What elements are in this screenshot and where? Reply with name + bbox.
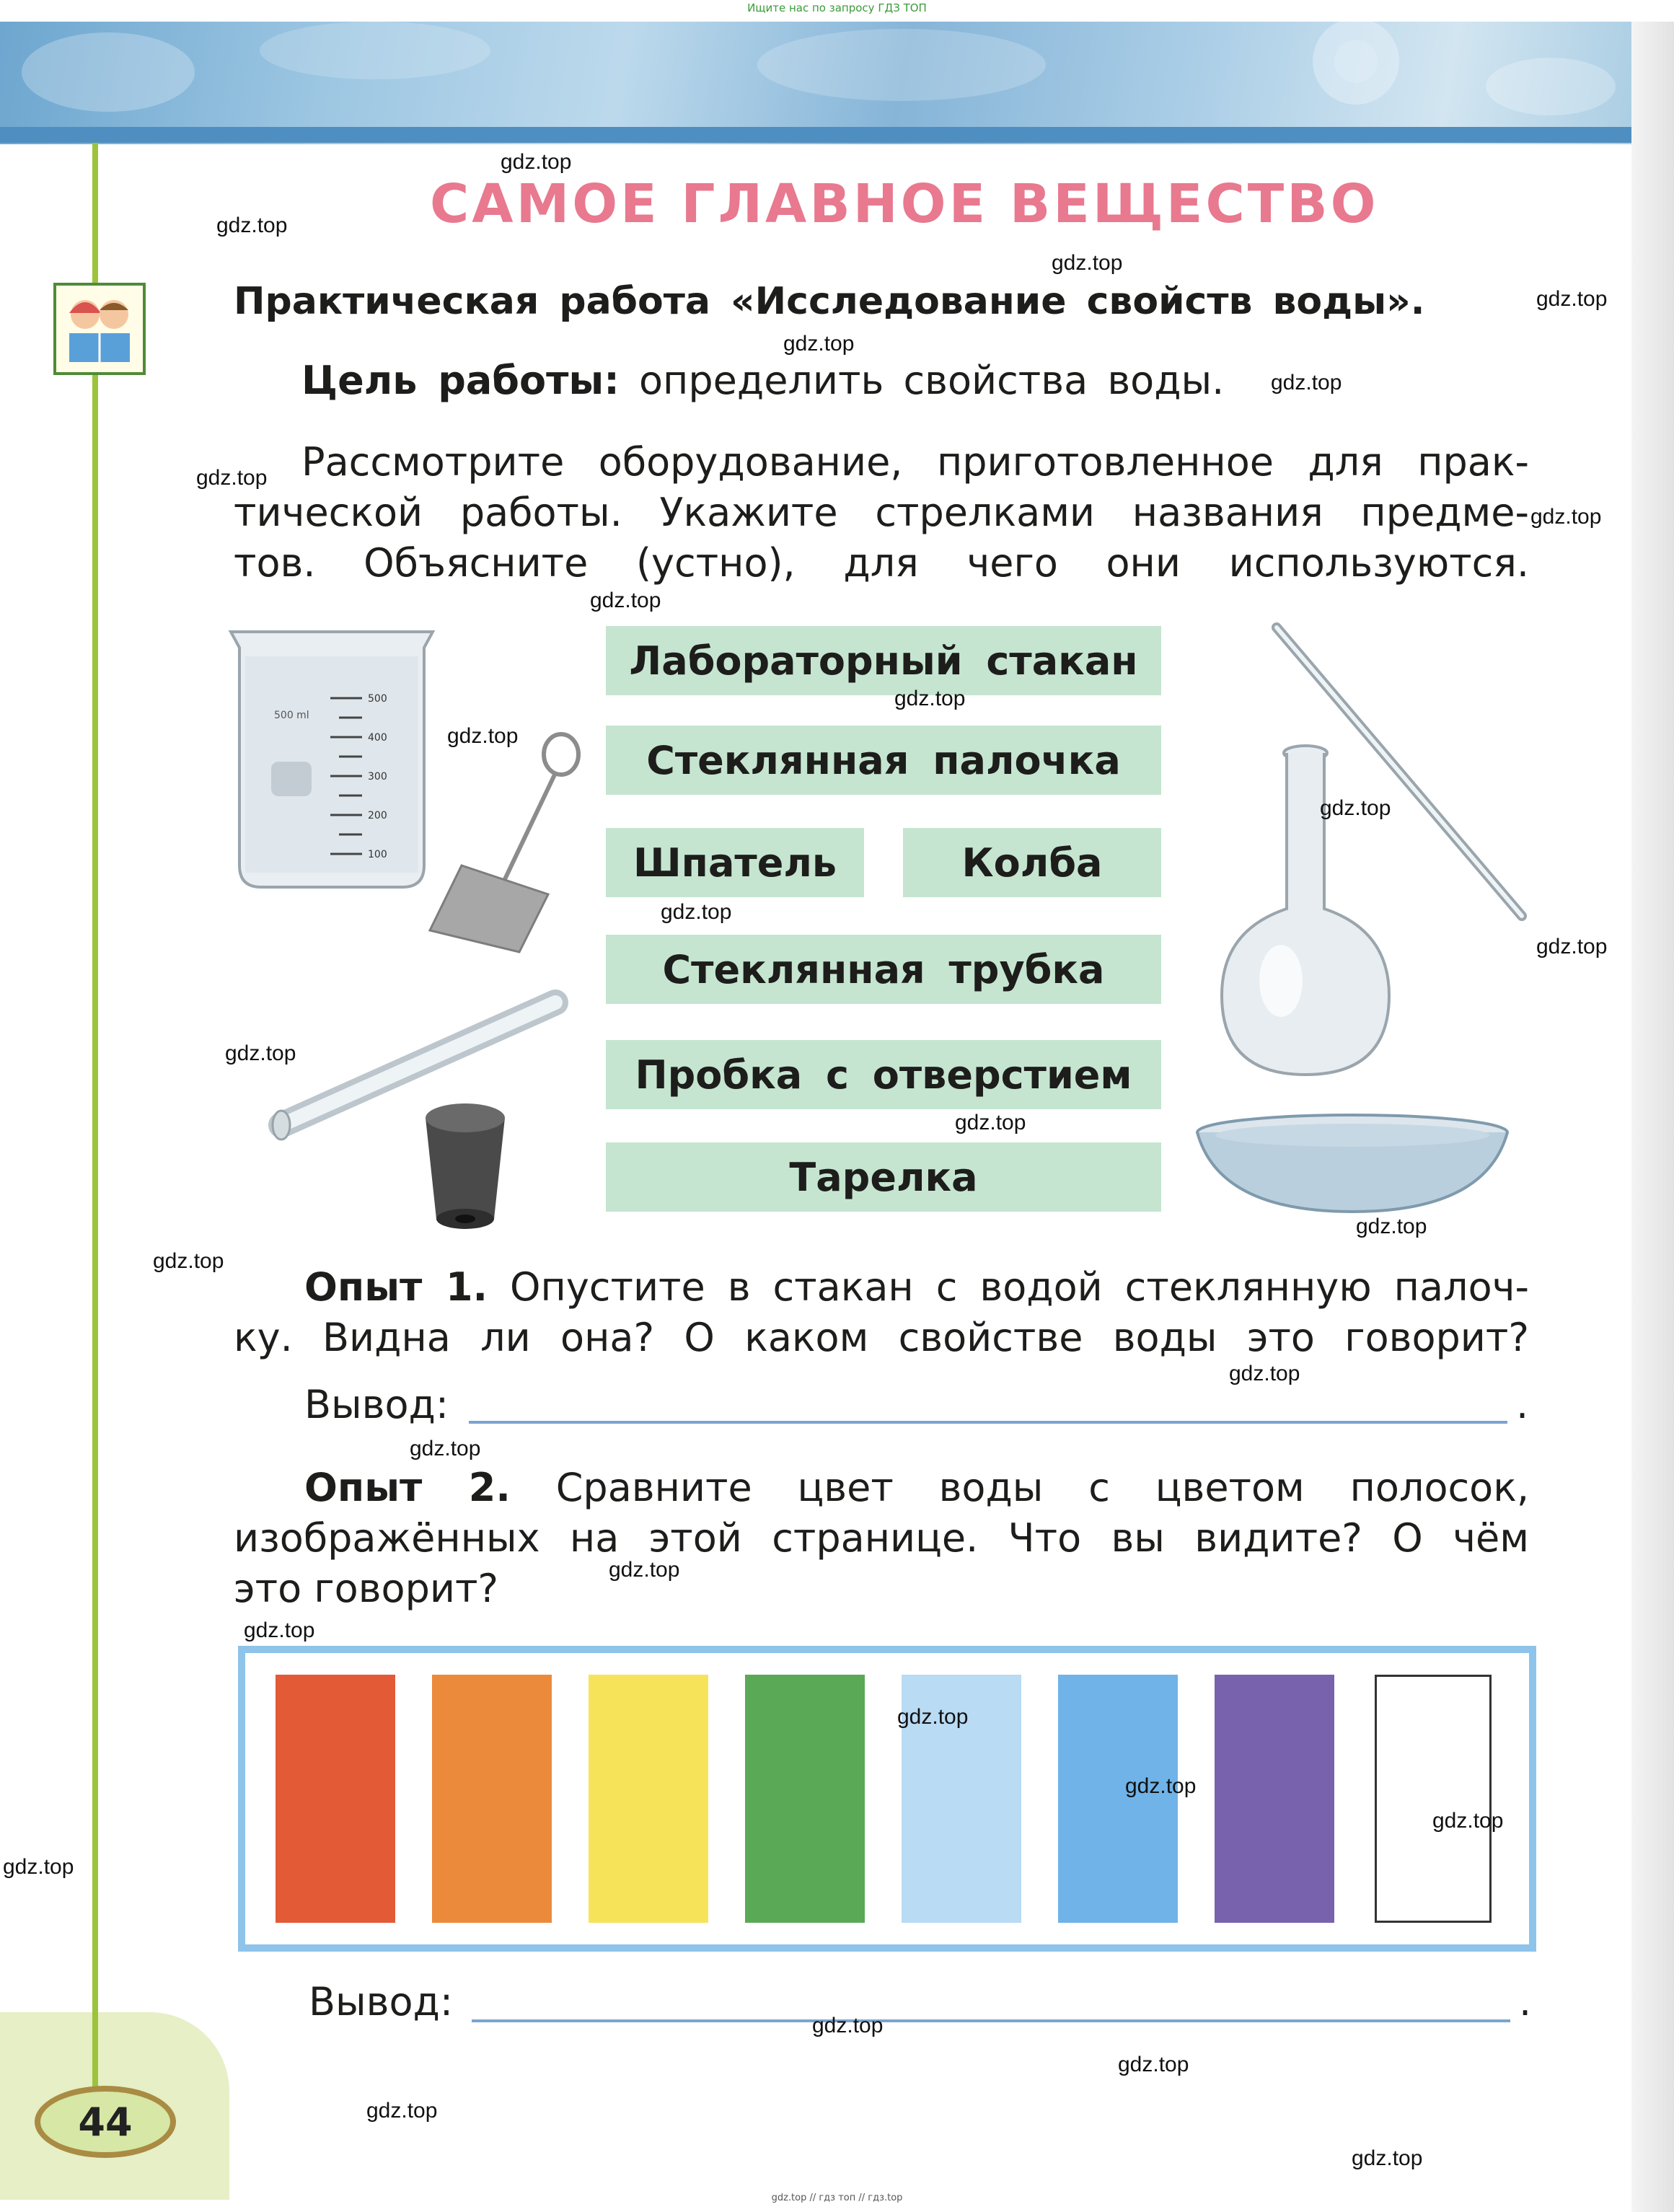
strip-blue	[1058, 1675, 1178, 1923]
goal-text: определить свойства воды.	[639, 358, 1225, 403]
stopper-illustration	[411, 1096, 519, 1233]
experiment-1-text	[234, 1262, 1529, 1363]
experiment-1-conclusion-label: Вывод:	[304, 1382, 449, 1427]
watermark: gdz.top	[196, 466, 268, 490]
strip-violet	[1215, 1675, 1334, 1923]
watermark: gdz.top	[1229, 1362, 1300, 1385]
label-plate[interactable]: Тарелка	[606, 1142, 1161, 1212]
experiment-2-conclusion-label: Вывод:	[309, 1979, 454, 2024]
instruction-line-3: тов. Объясните (устно), для чего они используются.	[234, 540, 1529, 586]
flask-illustration	[1212, 743, 1399, 1082]
watermark: gdz.top	[1125, 1774, 1197, 1798]
children-reading-icon	[53, 283, 146, 375]
watermark: gdz.top	[216, 213, 288, 237]
margin-line	[92, 143, 98, 2105]
strip-orange	[432, 1675, 552, 1923]
beaker-mark-400: 400	[368, 732, 387, 744]
label-glass-tube[interactable]: Стеклянная трубка	[606, 935, 1161, 1004]
strip-white	[1375, 1675, 1492, 1923]
practical-work-heading: Практическая работа «Исследование свойств воды».	[234, 280, 1425, 323]
header-strip	[0, 127, 1637, 143]
watermark: gdz.top	[955, 1111, 1026, 1134]
watermark: gdz.top	[410, 1437, 481, 1460]
watermark: gdz.top	[1271, 371, 1342, 395]
page-edge-shadow	[1631, 22, 1674, 2212]
experiment-2-text	[234, 1463, 1529, 1614]
watermark: gdz.top	[1356, 1215, 1427, 1238]
label-laboratory-beaker[interactable]: Лабораторный стакан	[606, 626, 1161, 695]
goal-label: Цель работы:	[301, 358, 620, 403]
beaker-mark-200: 200	[368, 810, 387, 821]
label-stopper-with-hole[interactable]: Пробка с отверстием	[606, 1040, 1161, 1109]
watermark: gdz.top	[1052, 251, 1123, 275]
watermark: gdz.top	[501, 150, 572, 174]
watermark: gdz.top	[812, 2014, 884, 2037]
experiment-1-line-1: Опыт 1. Опустите в стакан с водой стеклянную палоч-	[304, 1264, 1530, 1310]
watermark: gdz.top	[1536, 287, 1608, 311]
watermark: gdz.top	[1320, 796, 1391, 820]
label-glass-rod[interactable]: Стеклянная палочка	[606, 726, 1161, 795]
top-search-note: Ищите нас по запросу ГДЗ ТОП	[747, 1, 927, 14]
watermark: gdz.top	[894, 687, 966, 710]
page-number: 44	[35, 2086, 176, 2158]
experiment-2-answer-line[interactable]	[472, 2019, 1510, 2022]
experiment-2-label: Опыт 2.	[304, 1465, 511, 1510]
watermark: gdz.top	[897, 1705, 969, 1729]
beaker-mark-300: 300	[368, 771, 387, 783]
strip-yellow	[589, 1675, 708, 1923]
beaker-mark-ml: 500 ml	[274, 710, 309, 721]
watermark: gdz.top	[609, 1558, 680, 1582]
spatula-illustration	[418, 728, 591, 959]
watermark: gdz.top	[590, 589, 661, 612]
beaker-illustration	[224, 627, 440, 894]
experiment-1-answer-line[interactable]	[469, 1421, 1507, 1424]
plate-illustration	[1190, 1111, 1515, 1219]
watermark: gdz.top	[1118, 2053, 1189, 2076]
watermark: gdz.top	[447, 724, 519, 748]
watermark: gdz.top	[366, 2099, 438, 2123]
beaker-mark-100: 100	[368, 849, 387, 860]
watermark: gdz.top	[1536, 935, 1608, 959]
beaker-mark-500: 500	[368, 693, 387, 705]
watermark: gdz.top	[225, 1041, 296, 1065]
watermark: gdz.top	[153, 1249, 224, 1273]
watermark: gdz.top	[3, 1855, 74, 1879]
watermark: gdz.top	[783, 332, 855, 356]
instruction-paragraph	[234, 437, 1529, 589]
instruction-line-1: Рассмотрите оборудование, приготовленное для прак-	[301, 439, 1529, 485]
page-title: САМОЕ ГЛАВНОЕ ВЕЩЕСТВО	[430, 173, 1379, 235]
experiment-1-label: Опыт 1.	[304, 1264, 488, 1310]
experiment-1-end-dot: .	[1516, 1382, 1529, 1427]
watermark: gdz.top	[1352, 2146, 1423, 2170]
banner-decoration	[0, 22, 1637, 130]
strip-green	[745, 1675, 865, 1923]
strip-red	[276, 1675, 395, 1923]
experiment-2-line-3: это говорит?	[234, 1566, 499, 1611]
watermark: gdz.top	[1530, 505, 1602, 529]
goal-line	[301, 358, 1528, 403]
watermark: gdz.top	[661, 900, 732, 924]
watermark: gdz.top	[244, 1618, 315, 1642]
label-spatula[interactable]: Шпатель	[606, 828, 864, 897]
label-flask[interactable]: Колба	[903, 828, 1161, 897]
experiment-1-line-2: ку. Видна ли она? О каком свойстве воды это говорит?	[234, 1315, 1529, 1360]
watermark: gdz.top	[1432, 1809, 1504, 1833]
bottom-note: gdz.top // гдз топ // гдз.top	[771, 2193, 903, 2203]
experiment-2-line-2: изображённых на этой странице. Что вы видите? О чём	[234, 1515, 1529, 1561]
instruction-line-2: тической работы. Укажите стрелками названия предме-	[234, 490, 1529, 535]
experiment-2-end-dot: .	[1519, 1979, 1532, 2024]
experiment-2-line-1: Опыт 2. Сравните цвет воды с цветом полосок,	[304, 1465, 1530, 1510]
